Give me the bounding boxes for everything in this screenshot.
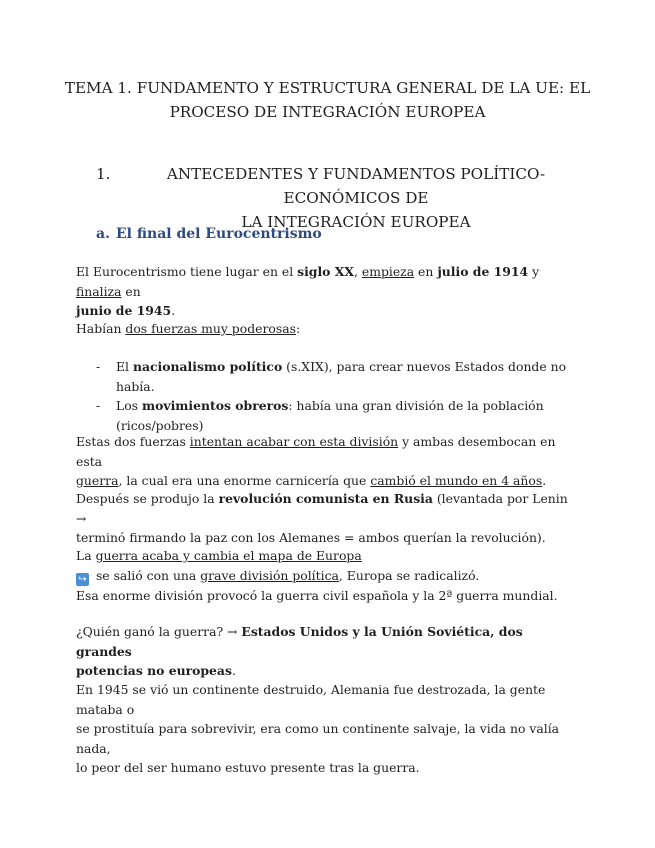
text: El Eurocentrismo tiene lugar en el (76, 264, 298, 279)
underlined-text: grave división política (200, 567, 339, 583)
subsection-heading (96, 224, 322, 244)
list-item (96, 357, 576, 396)
section-number: 1. (96, 165, 111, 183)
bold-text: siglo XX (297, 264, 354, 279)
underlined-text: empieza (361, 264, 415, 279)
paragraph-russian-revolution (76, 489, 576, 548)
forces-list (96, 357, 576, 435)
text: Los (116, 398, 142, 414)
bullet-dash: - (96, 359, 101, 374)
text: : había una gran división de la población (288, 398, 544, 414)
paragraph-1945-continent (76, 680, 576, 778)
subsection-title: El final del Eurocentrismo (116, 226, 322, 242)
section-heading-line2: LA INTEGRACIÓN EUROPEA (241, 213, 471, 231)
document-title (40, 76, 615, 124)
bold-text: revolución comunista en Rusia (218, 491, 433, 506)
paragraph-eurocentrism-dates (76, 262, 576, 321)
text: y ambas desembocan en esta (76, 434, 556, 469)
bold-text: junio de 1945 (76, 303, 172, 319)
bullet-dash: - (96, 398, 101, 414)
paragraph-war-ends (76, 546, 576, 605)
paragraph-two-forces (76, 319, 576, 339)
text: Después se produjo la (76, 491, 219, 506)
text: se salió con una (92, 567, 201, 583)
text: en (414, 264, 438, 279)
text: . (542, 473, 547, 489)
list-item (96, 396, 576, 435)
text: , (353, 264, 362, 279)
underlined-text: guerra acaba y cambia el mapa de Europa (95, 548, 362, 563)
text: Esa enorme división provocó la guerra civil española y la 2ª guerra mundial. (76, 587, 558, 603)
text: Habían (76, 321, 126, 336)
bold-text: julio de 1914 (437, 264, 529, 279)
bold-text: movimientos obreros (142, 398, 289, 414)
text: (ricos/pobres) (116, 417, 204, 433)
text: , Europa se radicalizó. (338, 567, 480, 583)
underlined-text: dos fuerzas muy poderosas (125, 321, 296, 336)
paragraph-who-won (76, 622, 576, 681)
underlined-text: cambió el mundo en 4 años (370, 473, 543, 489)
text: (s.XIX), para crear nuevos Estados donde no había. (116, 359, 567, 394)
text: . (171, 303, 176, 319)
document-title-line2: PROCESO DE INTEGRACIÓN EUROPEA (169, 103, 486, 121)
paragraph-forces-war (76, 432, 576, 491)
text: El (116, 359, 133, 374)
text: (levantada por Lenin → (76, 491, 568, 526)
text: se prostituía para sobrevivir, era como un continente salvaje, la vida no valía nada, (76, 721, 560, 756)
text: En 1945 se vió un continente destruido, Alemania fue destrozada, la gente mataba o (76, 682, 546, 717)
text: La (76, 548, 96, 563)
text: . (231, 663, 236, 679)
text: y (528, 264, 540, 279)
bold-text: Estados Unidos y la Unión Soviética, dos grandes (76, 624, 523, 659)
text: : (295, 321, 301, 336)
underlined-text: intentan acabar con esta división (189, 434, 399, 449)
text: en (121, 283, 141, 299)
text: , la cual era una enorme carnicería que (118, 473, 371, 489)
underlined-text: finaliza (76, 283, 122, 299)
bold-text: potencias no europeas (76, 663, 232, 679)
text: Estas dos fuerzas (76, 434, 190, 449)
text: ¿Quién ganó la guerra? → (76, 624, 242, 639)
bold-text: nacionalismo político (132, 359, 283, 374)
document-title-line1: TEMA 1. FUNDAMENTO Y ESTRUCTURA GENERAL DE LA UE: EL (64, 79, 591, 97)
return-arrow-icon: ↪ (76, 573, 89, 586)
section-heading-line1: ANTECEDENTES Y FUNDAMENTOS POLÍTICO-ECONÓMICOS DE (166, 165, 546, 207)
text: lo peor del ser humano estuvo presente tras la guerra. (76, 760, 420, 776)
underlined-text: guerra (76, 473, 119, 489)
subsection-letter: a. (96, 226, 110, 242)
text: terminó firmando la paz con los Alemanes = ambos querían la revolución). (76, 530, 546, 546)
